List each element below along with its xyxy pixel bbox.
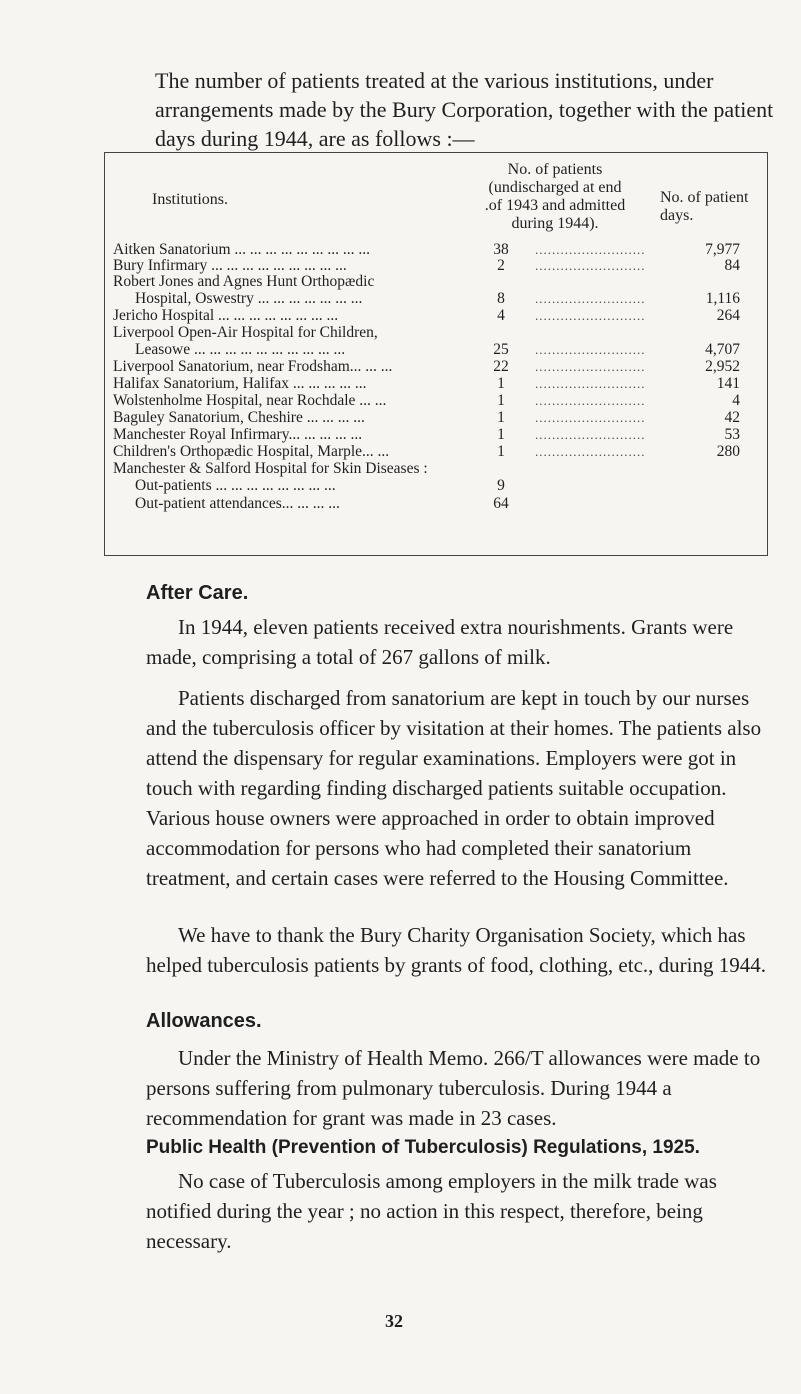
leader-dots: ..........................	[535, 393, 646, 408]
patient-days: 4,707	[705, 341, 740, 358]
table-row: Liverpool Open-Air Hospital for Children,	[113, 324, 378, 341]
leader-dots: ..........................	[535, 410, 646, 425]
heading-regulations: Public Health (Prevention of Tuberculosis) Regulations, 1925.	[146, 1137, 700, 1158]
patients-count: 1	[497, 443, 505, 460]
leader-dots: ..........................	[535, 444, 646, 459]
institutions-table	[104, 152, 768, 556]
after-care-paragraph-2: Patients discharged from sanatorium are kept in touch by our nurses and the tuberculosis officer by visitation at their homes. The patients also attend the dispensary for regular examinations. Employers were got in touch with regarding finding discharged patients suitable occupation. Various house owners were approached in order to obtain improved accommodation for persons who had completed their sanatorium treatment, and certain cases were referred to the Housing Committee.	[146, 686, 762, 890]
allowances-paragraph: Under the Ministry of Health Memo. 266/T allowances were made to persons suffering from pulmonary tuberculosis. During 1944 a recommendation for grant was made in 23 cases.	[146, 1046, 761, 1130]
leader-dots: ..........................	[535, 376, 646, 391]
patient-days: 4	[732, 392, 740, 409]
patients-count: 1	[497, 392, 505, 409]
table-row: Halifax Sanatorium, Halifax ... ... ... ... ...	[113, 375, 367, 392]
leader-dots: ..........................	[535, 242, 646, 257]
patient-days: 264	[716, 307, 740, 324]
leader-dots: ..........................	[535, 291, 646, 306]
table-row: Aitken Sanatorium ... ... ... ... ... ... ... ... ...	[113, 241, 371, 258]
patient-days: 53	[724, 426, 740, 443]
leader-dots: ..........................	[535, 342, 646, 357]
table-row: Leasowe ... ... ... ... ... ... ... ... ... ...	[135, 341, 346, 358]
leader-dots: ..........................	[535, 308, 646, 323]
after-care-paragraph-3: We have to thank the Bury Charity Organisation Society, which has helped tuberculosis patients by grants of food, clothing, etc., during 1944.	[146, 923, 766, 977]
patient-days: 280	[716, 443, 740, 460]
heading-after-care: After Care.	[146, 582, 249, 604]
header-patients: No. of patients (undischarged at end .of 1943 and admitted during 1944).	[484, 161, 626, 232]
patient-days: 2,952	[705, 358, 740, 375]
table-row: Children's Orthopædic Hospital, Marple... ...	[113, 443, 390, 460]
patients-count: 2	[497, 257, 505, 274]
patients-count: 38	[493, 241, 509, 258]
leader-dots: ..........................	[535, 258, 646, 273]
leader-dots: ..........................	[535, 359, 646, 374]
patients-count: 1	[497, 409, 505, 426]
patients-count: 9	[497, 477, 505, 494]
patient-days: 7,977	[705, 241, 740, 258]
page-number: 32	[385, 1311, 403, 1331]
patients-count: 22	[493, 358, 509, 375]
patient-days: 1,116	[705, 290, 740, 307]
table-row: Manchester Royal Infirmary... ... ... ... ...	[113, 426, 363, 443]
patients-count: 8	[497, 290, 505, 307]
table-row: Robert Jones and Agnes Hunt Orthopædic	[113, 273, 375, 290]
patients-count: 64	[493, 495, 509, 512]
table-row: Hospital, Oswestry ... ... ... ... ... ... ...	[135, 290, 363, 307]
heading-allowances: Allowances.	[146, 1010, 262, 1032]
leader-dots: ..........................	[535, 427, 646, 442]
after-care-paragraph-1: In 1944, eleven patients received extra nourishments. Grants were made, comprising a total of 267 gallons of milk.	[146, 615, 734, 669]
patients-count: 25	[493, 341, 509, 358]
intro-paragraph: The number of patients treated at the various institutions, under arrangements made by the Bury Corporation, together with the patient days during 1944, are as follows :—	[155, 68, 774, 151]
patients-count: 4	[497, 307, 505, 324]
patient-days: 141	[716, 375, 740, 392]
table-row: Wolstenholme Hospital, near Rochdale ... ...	[113, 392, 387, 409]
table-row: Baguley Sanatorium, Cheshire ... ... ... ...	[113, 409, 365, 426]
table-row: Bury Infirmary ... ... ... ... ... ... ... ... ...	[113, 257, 347, 274]
regulations-paragraph: No case of Tuberculosis among employers in the milk trade was notified during the year ; no action in this respect, therefore, being necessary.	[146, 1169, 717, 1253]
patients-count: 1	[497, 375, 505, 392]
header-institutions: Institutions.	[152, 191, 229, 208]
table-row: Manchester & Salford Hospital for Skin Diseases :	[113, 460, 428, 477]
header-patient-days: No. of patient days.	[660, 189, 749, 224]
patients-count: 1	[497, 426, 505, 443]
table-row: Jericho Hospital ... ... ... ... ... ... ... ...	[113, 307, 339, 324]
table-row: Liverpool Sanatorium, near Frodsham... ... ...	[113, 358, 393, 375]
table-row: Out-patient attendances... ... ... ...	[135, 495, 340, 512]
patient-days: 84	[724, 257, 740, 274]
table-row: Out-patients ... ... ... ... ... ... ... ...	[135, 477, 336, 494]
patient-days: 42	[724, 409, 740, 426]
